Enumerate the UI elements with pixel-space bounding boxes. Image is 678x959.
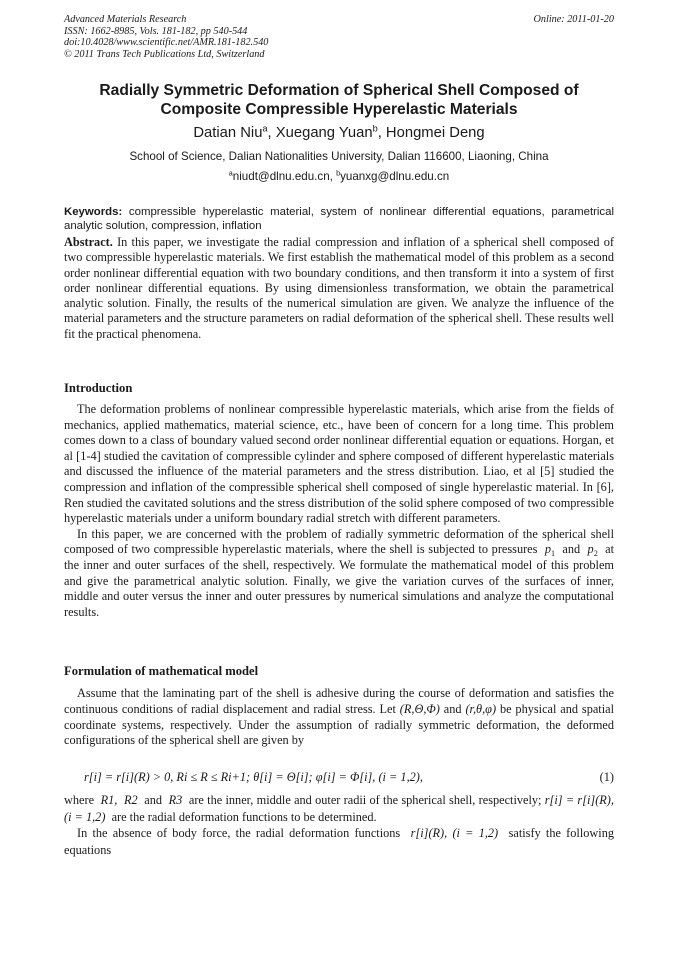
pressure-p1: $p_1$ (544, 542, 556, 559)
issn-line: ISSN: 1662-8985, Vols. 181-182, pp 540-544 (64, 25, 248, 37)
spatial-coords: (r,θ,φ) (465, 701, 497, 716)
email-b-sup: b (336, 168, 341, 178)
radius-R3: R3 (168, 793, 183, 807)
radius-R2: R2 (123, 793, 138, 807)
author-3: , Hongmei Deng (377, 125, 485, 141)
affiliation: School of Science, Dalian Nationalities University, Dalian 116600, Liaoning, China (129, 150, 549, 163)
email-a-sup: a (228, 168, 233, 178)
running-header (64, 14, 614, 60)
radial-function-2: r[i](R), (i = 1,2) (410, 826, 499, 841)
author-2-sup: b (372, 123, 378, 134)
author-1-sup: a (262, 123, 268, 134)
radial-function: r[i] = r[i](R), (i = 1,2) (64, 793, 614, 824)
formulation-paragraph-1: Assume that the laminating part of the shell is adhesive during the course of deformation and satisfies the continuous conditions of radial displacement and radial stress. Let (R,Θ,Φ) and (r,θ,φ) be physical and spatial coordinate systems, respectively. Under the assumption of radially symmetric deformation, the deformed configurations of the spherical shell are given by (64, 686, 615, 748)
email-line (0, 170, 678, 184)
formulation-body-1 (64, 686, 614, 749)
title-line-1: Radially Symmetric Deformation of Spherical Shell Composed of (99, 82, 579, 99)
equation-1 (84, 769, 614, 785)
radius-R1: R1, (100, 793, 118, 807)
formulation-body-2 (64, 792, 614, 858)
author-list (0, 124, 678, 142)
equation-number: (1) (599, 770, 614, 784)
abstract-label: Abstract. (64, 235, 113, 249)
introduction-heading: Introduction (64, 381, 133, 395)
formulation-heading: Formulation of mathematical model (64, 664, 259, 678)
keywords-label: Keywords: (64, 206, 123, 218)
pressure-p2: $p_2$ (587, 542, 598, 559)
keywords-text: compressible hyperelastic material, system of nonlinear differential equations, parametrical analytic solution, compression, inflation (64, 206, 614, 232)
online-date: Online: 2011-01-20 (533, 14, 614, 25)
equation-1-body: r[i] = r[i](R) > 0, Ri ≤ R ≤ Ri+1; θ[i] = Θ[i]; φ[i] = Φ[i], (i = 1,2), (84, 770, 423, 784)
doi-line: doi:10.4028/www.scientific.net/AMR.181-182.540 (64, 37, 269, 49)
abstract-text: In this paper, we investigate the radial compression and inflation of a spherical shell composed of two compressible hyperelastic materials. We first establish the mathematical model of this problem as a second order nonlinear differential equation with two boundary conditions, and then transform it into a system of first order nonlinear differential equations. By using dimensionless transformation, we obtain the parametrical analytic solution. Finally, the results of the numerical simulation are given. We analyze the influence of the material parameters and the structure parameters on radial deformation of the spherical shell. These results well fit the practical phenomena. (64, 235, 614, 341)
formulation-paragraph-3: In the absence of body force, the radial deformation functions r[i](R), (i = 1,2) satisfy the following equations (64, 826, 614, 857)
keywords (64, 206, 614, 233)
abstract (64, 235, 614, 342)
physical-coords: (R,Θ,Φ) (399, 701, 440, 716)
email-b: yuanxg@dlnu.edu.cn (340, 170, 450, 183)
email-a: niudt@dlnu.edu.cn, (232, 170, 337, 183)
author-2: , Xuegang Yuan (267, 125, 373, 141)
introduction-body (64, 402, 614, 620)
paper-title (40, 81, 638, 119)
author-1: Datian Niu (193, 125, 263, 141)
formulation-paragraph-2: where R1, R2 and R3 are the inner, middle and outer radii of the spherical shell, respectively; r[i] = r[i](R), (i = 1,2) are the radial deformation functions to be determined. (64, 793, 614, 824)
title-line-2: Composite Compressible Hyperelastic Materials (160, 101, 518, 118)
intro-paragraph-1: The deformation problems of nonlinear compressible hyperelastic materials, which arise from the fields of mechanics, applied mathematics, material science, etc., have been of concern for a long time. This problem comes down to a class of boundary valued second order nonlinear differential equation or equations. Horgan, et al [1-4] studied the cavitation of compressible cylinder and sphere composed of different hyperelastic materials and discussed the influence of the material parameters and the stress distribution. Liao, et al [5] studied the compression and inflation of the compressible spherical shell composed of single hyperelastic material. In [6], Ren studied the cavitated solutions and the stress distribution of the solid sphere composed of two compressible hyperelastic materials under a uniform boundary radial stretch with different parameters. (64, 402, 614, 526)
intro-paragraph-2: In this paper, we are concerned with the problem of radially symmetric deformation of the spherical shell composed of two compressible hyperelastic materials, where the shell is subjected to pressures $p_1$ and $p_2$ at the inner and outer surfaces of the shell, respectively. We formulate the mathematical model of this problem and give the parametrical analytic solution. Finally, we give the variation curves of the surfaces of inner, middle and outer versus the inner and outer pressures by numerical simulations and analyze the computational results. (64, 526, 615, 619)
journal-name: Advanced Materials Research (64, 14, 187, 25)
copyright-line: © 2011 Trans Tech Publications Ltd, Switzerland (64, 48, 265, 60)
